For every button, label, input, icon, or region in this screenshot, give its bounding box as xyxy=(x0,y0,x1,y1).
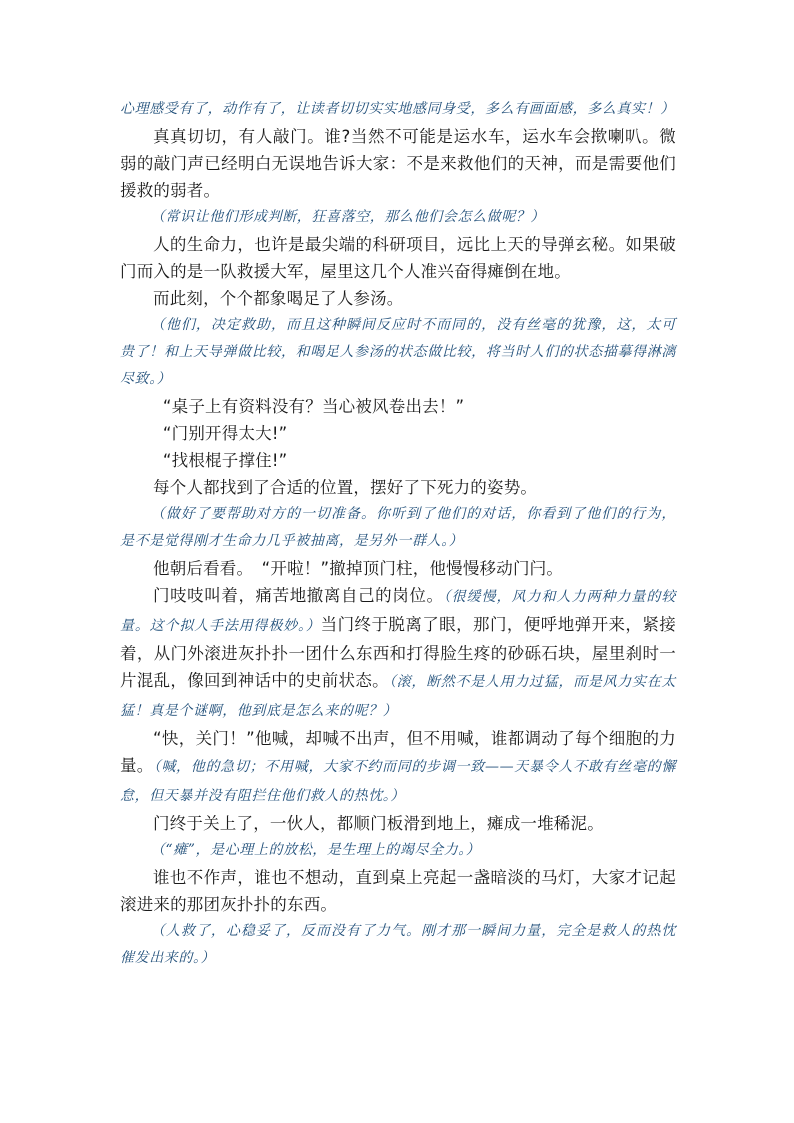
document-page xyxy=(120,96,676,972)
story-paragraph: 真真切切，有人敲门。谁?当然不可能是运水车，运水车会揿喇叭。微弱的敲门声已经明白无误地告诉大家：不是来救他们的天神，而是需要他们援救的弱者。 xyxy=(120,127,676,200)
inline-commentary: （滚，断然不是人用力过猛，而是风力实在太猛！真是个谜啊，他到底是怎么来的呢？） xyxy=(120,674,676,719)
commentary-note: （常识让他们形成判断，狂喜落空，那么他们会怎么做呢？） xyxy=(150,209,545,225)
dialogue-line: “桌子上有资料没有？当心被风卷出去！” xyxy=(162,397,465,416)
story-text: “快，关门！”他喊，却喊不出声，但不用喊，谁都调动了每个细胞的力量。 xyxy=(120,729,676,775)
story-paragraph: 而此刻，个个都象喝足了人参汤。 xyxy=(153,289,404,308)
inline-commentary: （喊，他的急切；不用喊，大家不约而同的步调一致——天暴令人不敢有丝毫的懈怠，但天暴并没有阻拦住他们救人的热忱。） xyxy=(120,759,676,804)
story-paragraph: 谁也不作声，谁也不想动，直到桌上亮起一盏暗淡的马灯，大家才记起滚进来的那团灰扑扑的东西。 xyxy=(120,868,676,914)
dialogue-line: “门别开得太大!” xyxy=(162,424,288,443)
story-paragraph: 门终于关上了，一伙人，都顺门板滑到地上，瘫成一堆稀泥。 xyxy=(153,814,604,833)
inline-commentary: （很缓慢，风力和人力两种力量的较量。这个拟人手法用得极妙。） xyxy=(120,589,676,634)
commentary-note: （做好了要帮助对方的一切准备。你听到了他们的对话，你看到了他们的行为，是不是觉得刚才生命力几乎被抽离，是另外一群人。） xyxy=(120,506,676,549)
story-paragraph: 他朝后看看。 “开啦！”撤掉顶门柱，他慢慢移动门闩。 xyxy=(153,559,564,578)
commentary-note: （“瘫”，是心理上的放松，是生理上的竭尽全力。） xyxy=(150,842,481,858)
dialogue-line: “找根棍子撑住!” xyxy=(162,451,288,470)
story-paragraph: 每个人都找到了合适的位置，摆好了下死力的姿势。 xyxy=(153,478,538,497)
story-paragraph-with-note xyxy=(120,725,676,810)
story-paragraph: 人的生命力，也许是最尖端的科研项目，远比上天的导弹玄秘。如果破门而入的是一队救援大军，屋里这几个人准兴奋得瘫倒在地。 xyxy=(120,235,676,281)
commentary-note: 心理感受有了，动作有了，让读者切切实实地感同身受，多么有画面感，多么真实！） xyxy=(120,101,675,117)
story-text: 门吱吱叫着，痛苦地撤离自己的岗位。 xyxy=(153,586,444,605)
story-paragraph-with-note xyxy=(120,582,676,725)
commentary-note: （他们，决定救助，而且这种瞬间反应时不而同的，没有丝毫的犹豫，这，太可贵了！和上天导弹做比较，和喝足人参汤的状态做比较，将当时人们的状态描摹得淋漓尽致。） xyxy=(120,317,676,387)
story-text: 当门终于脱离了眼，那门，便呼地弹开来，紧接着，从门外滚进灰扑扑一团什么东西和打得脸生疼的砂砾石块，屋里刹时一片混乱，像回到神话中的史前状态。 xyxy=(120,615,676,690)
commentary-note: （人救了，心稳妥了，反而没有了力气。刚才那一瞬间力量，完全是救人的热忱催发出来的。） xyxy=(120,923,676,966)
